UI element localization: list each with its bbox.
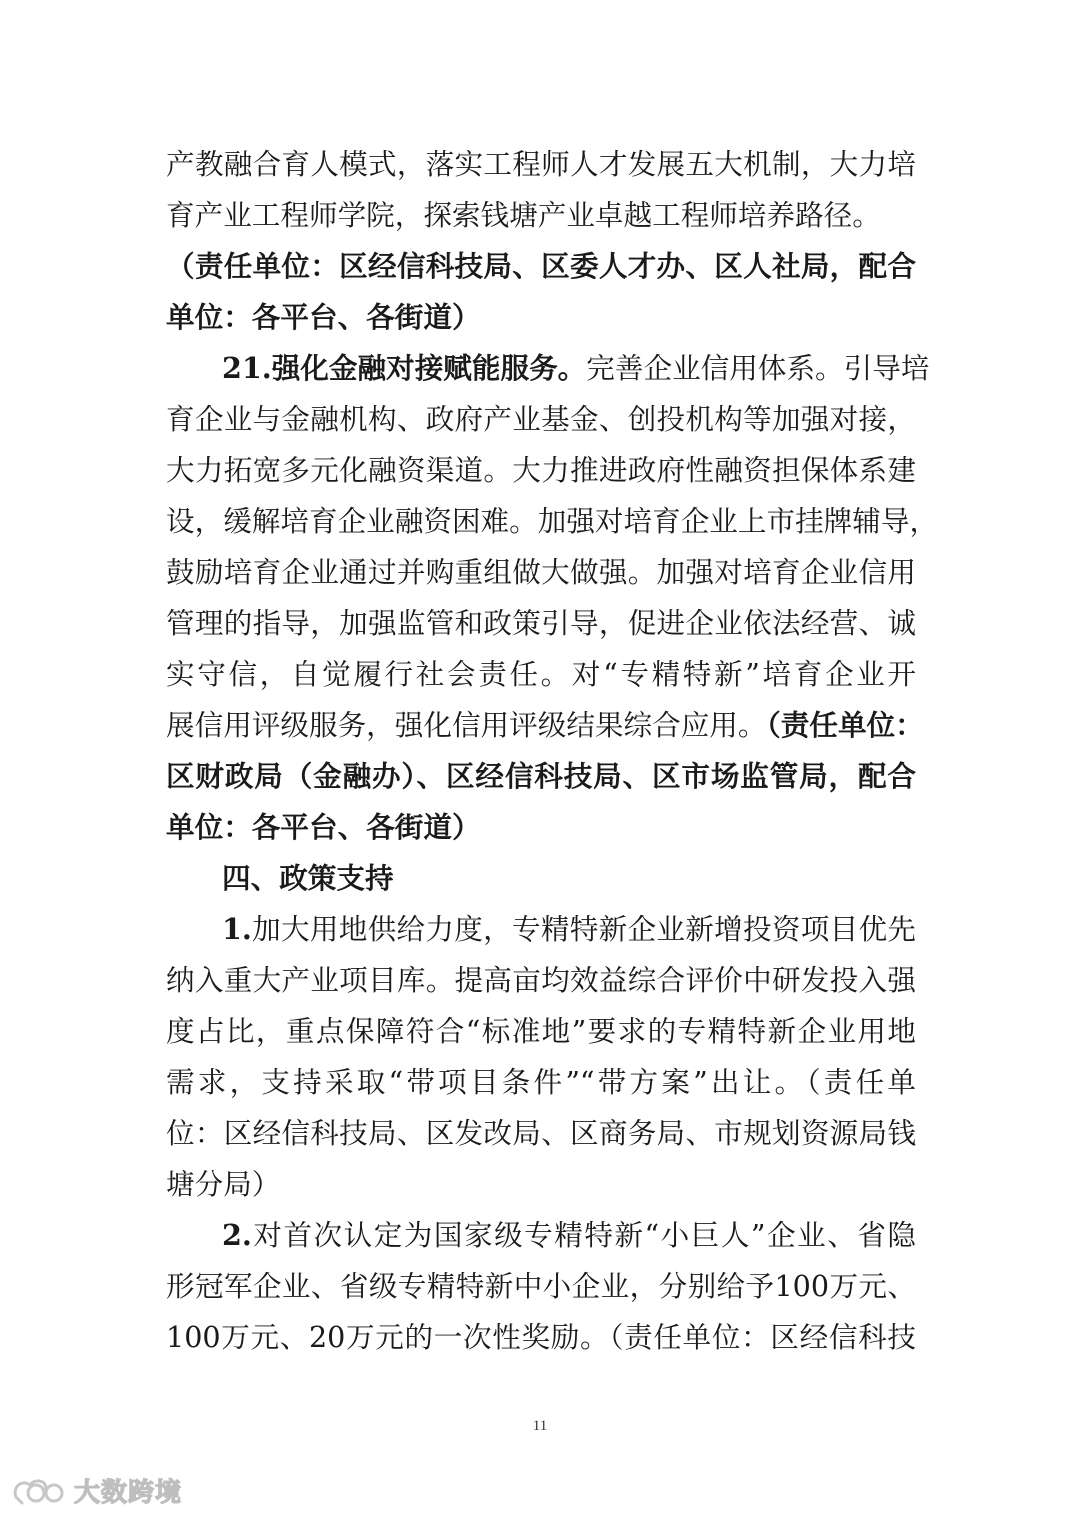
section-heading-policy-support bbox=[222, 860, 916, 896]
item-1-number: 1. bbox=[222, 912, 252, 946]
text-line-7 bbox=[166, 452, 916, 488]
line-9-seg-1: 鼓励培育企业通过并购重组做大做强。加强对培育企业信用 bbox=[166, 555, 916, 589]
line-21-seg-1: 塘分局） bbox=[166, 1167, 281, 1201]
line-17-seg-1: 纳入重大产业项目库。提高亩均效益综合评价中研发投入强 bbox=[166, 963, 916, 997]
text-line-24 bbox=[166, 1319, 916, 1355]
line-1-seg-1: 产教融合育人模式，落实工程师人才发展五大机制，大力培 bbox=[166, 147, 916, 181]
text-line-18 bbox=[166, 1013, 916, 1049]
text-line-4 bbox=[166, 299, 916, 335]
text-line-13 bbox=[166, 758, 916, 794]
item-2-number: 2. bbox=[222, 1218, 252, 1252]
text-line-10 bbox=[166, 605, 916, 641]
text-line-23 bbox=[166, 1268, 916, 1304]
text-line-21 bbox=[166, 1166, 916, 1202]
line-12-seg-1: 展信用评级服务，强化信用评级结果综合应用。 bbox=[166, 708, 767, 742]
line-20-seg-1: 位：区经信科技局、区发改局、区商务局、市规划资源局钱 bbox=[166, 1116, 916, 1150]
section-21-heading: 21.强化金融对接赋能服务。 bbox=[222, 351, 587, 385]
watermark bbox=[10, 1470, 182, 1510]
line-15-seg-1: 四、政策支持 bbox=[222, 861, 394, 895]
line-16-seg-2: 加大用地供给力度，专精特新企业新增投资项目优先 bbox=[251, 912, 916, 946]
text-line-22 bbox=[222, 1217, 916, 1253]
text-line-3 bbox=[166, 248, 916, 284]
line-24-seg-1: 100万元、20万元的一次性奖励。（责任单位：区经信科技 bbox=[166, 1320, 916, 1354]
line-4-seg-1: 单位：各平台、各街道） bbox=[166, 300, 481, 334]
text-line-12 bbox=[166, 707, 924, 743]
text-line-17 bbox=[166, 962, 916, 998]
line-19-seg-1: 需求，支持采取“带项目条件”“带方案”出让。（责任单 bbox=[166, 1065, 916, 1099]
line-2-seg-1: 育产业工程师学院，探索钱塘产业卓越工程师培养路径。 bbox=[166, 198, 881, 232]
text-line-6 bbox=[166, 401, 916, 437]
line-13-seg-1: 区财政局（金融办）、区经信科技局、区市场监管局，配合 bbox=[166, 759, 916, 793]
line-7-seg-1: 大力拓宽多元化融资渠道。大力推进政府性融资担保体系建 bbox=[166, 453, 916, 487]
line-14-seg-1: 单位：各平台、各街道） bbox=[166, 810, 481, 844]
line-6-seg-1: 育企业与金融机构、政府产业基金、创投机构等加强对接， bbox=[166, 402, 916, 436]
text-line-19 bbox=[166, 1064, 916, 1100]
text-line-5 bbox=[222, 350, 930, 386]
text-line-8 bbox=[166, 503, 939, 539]
line-22-seg-2: 对首次认定为国家级专精特新“小巨人”企业、省隐 bbox=[251, 1218, 916, 1252]
text-line-14 bbox=[166, 809, 916, 845]
line-18-seg-1: 度占比，重点保障符合“标准地”要求的专精特新企业用地 bbox=[166, 1014, 916, 1048]
line-5-seg-2: 完善企业信用体系。引导培 bbox=[586, 351, 930, 385]
text-line-16 bbox=[222, 911, 916, 947]
text-line-1 bbox=[166, 146, 916, 182]
page-number: 11 bbox=[532, 1418, 548, 1434]
text-line-11 bbox=[166, 656, 916, 692]
line-11-seg-1: 实守信，自觉履行社会责任。对“专精特新”培育企业开 bbox=[166, 657, 916, 691]
line-23-seg-1: 形冠军企业、省级专精特新中小企业，分别给予100万元、 bbox=[166, 1269, 916, 1303]
text-line-9 bbox=[166, 554, 916, 590]
watermark-text: 大数跨境 bbox=[74, 1477, 183, 1508]
text-line-2 bbox=[166, 197, 916, 233]
line-3-seg-1: （责任单位：区经信科技局、区委人才办、区人社局，配合 bbox=[166, 249, 916, 283]
dashuju-logo-icon bbox=[10, 1473, 70, 1507]
line-12-seg-2: （责任单位： bbox=[766, 708, 924, 742]
text-line-20 bbox=[166, 1115, 916, 1151]
line-8-seg-1: 设，缓解培育企业融资困难。加强对培育企业上市挂牌辅导， bbox=[166, 504, 939, 538]
line-10-seg-1: 管理的指导，加强监管和政策引导，促进企业依法经营、诚 bbox=[166, 606, 916, 640]
